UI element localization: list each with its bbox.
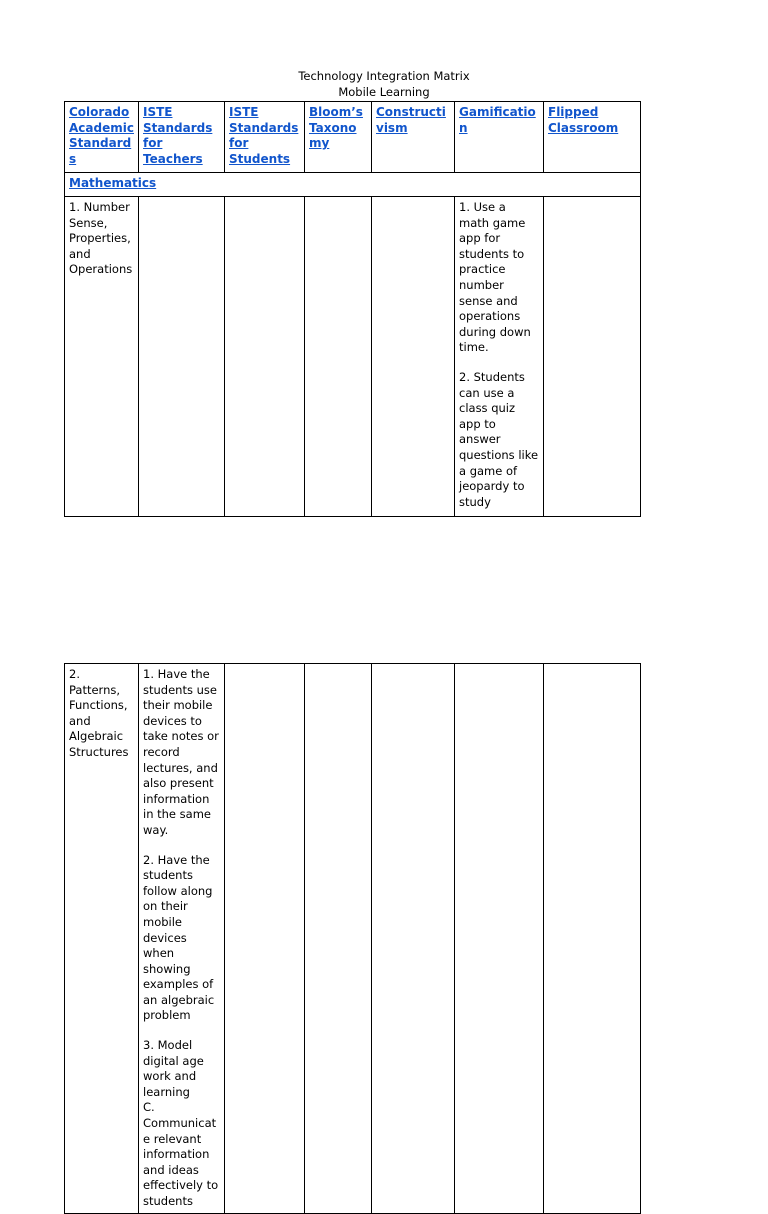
empty-cell [305,664,372,1214]
empty-cell [544,664,641,1214]
header-row [65,102,641,173]
header-link-flipped-classroom[interactable]: Flipped Classroom [548,105,619,135]
empty-cell [455,664,544,1214]
integration-matrix-table [64,101,641,517]
header-link-iste-teachers[interactable]: ISTE Standards for Teachers [143,105,213,166]
header-link-constructivism[interactable]: Constructivism [376,105,446,135]
document-title: Technology Integration Matrix [298,69,470,83]
empty-cell [372,197,455,517]
gamification-idea-1: 1. Use a math game app for students to practice number sense and operations during down time. [459,200,531,355]
table-row [65,197,641,517]
iste-teachers-idea-2: 2. Have the students follow along on their mobile devices when showing examples of an algebraic problem [143,852,215,1023]
document-heading [64,68,704,100]
integration-matrix-table-continued [64,663,641,1214]
empty-cell [372,664,455,1214]
header-cell [65,102,139,173]
empty-cell [544,197,641,517]
iste-teachers-cell [139,664,225,1214]
iste-teachers-idea-1: 1. Have the students use their mobile devices to take notes or record lectures, and also present information in the same way. [143,667,219,837]
header-cell [139,102,225,173]
standard-cell: 2. Patterns, Functions, and Algebraic Structures [65,664,139,1214]
subject-link-mathematics[interactable]: Mathematics [69,176,157,190]
header-link-gamification[interactable]: Gamification [459,105,536,135]
empty-cell [225,197,305,517]
empty-cell [225,664,305,1214]
subject-cell [65,173,641,197]
empty-cell [139,197,225,517]
document-subtitle: Mobile Learning [338,85,430,99]
standard-cell: 1. Number Sense, Properties, and Operations [65,197,139,517]
header-cell [455,102,544,173]
header-link-blooms-taxonomy[interactable]: Bloom’s Taxonomy [309,105,363,151]
gamification-cell [455,197,544,517]
iste-teachers-idea-3: 3. Model digital age work and learning C. Communicate relevant information and ideas effectively to students [143,1038,219,1208]
header-link-colorado-standards[interactable]: Colorado Academic Standards [69,105,134,166]
subject-row [65,173,641,197]
gamification-idea-2: 2. Students can use a class quiz app to answer questions like a game of jeopardy to study [459,369,539,509]
header-cell [225,102,305,173]
header-cell [544,102,641,173]
empty-cell [305,197,372,517]
header-cell [305,102,372,173]
header-link-iste-students[interactable]: ISTE Standards for Students [229,105,299,166]
table-row [65,664,641,1214]
header-cell [372,102,455,173]
